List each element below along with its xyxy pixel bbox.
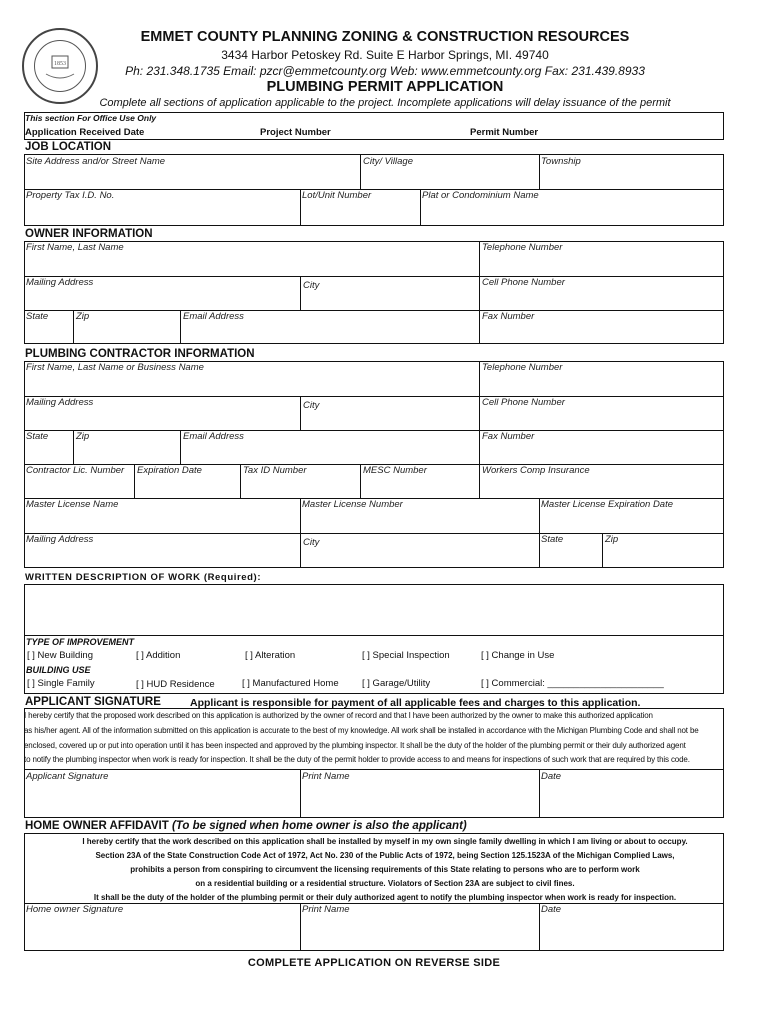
owner-info-box xyxy=(24,241,724,344)
contractor-phone-field[interactable]: Telephone Number xyxy=(482,362,563,373)
type-of-improvement-title: TYPE OF IMPROVEMENT xyxy=(26,637,135,647)
contractor-zip-field[interactable]: Zip xyxy=(76,431,90,442)
owner-mailing-field[interactable]: Mailing Address xyxy=(26,277,94,288)
divider xyxy=(539,498,540,568)
building-use-title: BUILDING USE xyxy=(26,665,91,675)
workers-comp-field[interactable]: Workers Comp Insurance xyxy=(482,465,590,476)
divider xyxy=(479,241,480,344)
svg-text:1853: 1853 xyxy=(54,61,66,67)
divider xyxy=(73,430,74,464)
contractor-state-field[interactable]: State xyxy=(26,431,49,442)
divider xyxy=(24,635,724,636)
property-tax-id-field[interactable]: Property Tax I.D. No. xyxy=(26,190,115,201)
contractor-lic-field[interactable]: Contractor Lic. Number xyxy=(26,465,125,476)
plat-name-field[interactable]: Plat or Condominium Name xyxy=(422,190,539,201)
applicant-print-name-field[interactable]: Print Name xyxy=(302,771,350,782)
cert-line: to notify the plumbing inspector when work is ready for inspection. It shall be the duty of the permit holder to provide access to and means for inspections of such work that are required by this code. xyxy=(24,755,690,764)
site-address-field[interactable]: Site Address and/or Street Name xyxy=(26,156,166,167)
divider xyxy=(539,769,540,818)
addition-checkbox[interactable]: [ ] Addition xyxy=(136,650,181,661)
applicant-signature-field[interactable]: Applicant Signature xyxy=(26,771,109,782)
owner-state-field[interactable]: State xyxy=(26,311,49,322)
affidavit-line: Section 23A of the State Construction Code Act of 1972, Act No. 230 of the Public Acts of 1972, being Section 125.1523A of the Michigan Complied Laws, xyxy=(95,851,675,860)
city-village-field[interactable]: City/ Village xyxy=(363,156,413,167)
home-owner-signature-field[interactable]: Home owner Signature xyxy=(26,904,124,915)
work-description-input[interactable] xyxy=(25,585,723,635)
garage-utility-checkbox[interactable]: [ ] Garage/Utility xyxy=(362,678,431,689)
special-inspection-checkbox[interactable]: [ ] Special Inspection xyxy=(362,650,450,661)
affidavit-title: HOME OWNER AFFIDAVIT xyxy=(25,820,169,832)
contractor-name-field[interactable]: First Name, Last Name or Business Name xyxy=(26,362,204,373)
home-owner-affidavit-header xyxy=(25,820,467,832)
master-license-name-field[interactable]: Master License Name xyxy=(26,499,119,510)
home-owner-date-field[interactable]: Date xyxy=(541,904,562,915)
owner-name-field[interactable]: First Name, Last Name xyxy=(26,242,124,253)
footer-note: COMPLETE APPLICATION ON REVERSE SIDE xyxy=(247,957,501,969)
divider xyxy=(300,498,301,568)
commercial-checkbox[interactable]: [ ] Commercial: ______________________ xyxy=(481,678,664,689)
hud-residence-checkbox[interactable]: [ ] HUD Residence xyxy=(136,679,215,690)
manufactured-home-checkbox[interactable]: [ ] Manufactured Home xyxy=(242,678,339,689)
owner-city-field[interactable]: City xyxy=(303,280,320,291)
applicant-signature-title: APPLICANT SIGNATURE xyxy=(25,696,161,708)
lot-unit-field[interactable]: Lot/Unit Number xyxy=(302,190,372,201)
contractor-city-field[interactable]: City xyxy=(303,400,320,411)
divider xyxy=(420,189,421,226)
application-received-label: Application Received Date xyxy=(25,127,145,138)
contractor-zip2-field[interactable]: Zip xyxy=(605,534,619,545)
divider xyxy=(300,276,301,310)
master-license-exp-field[interactable]: Master License Expiration Date xyxy=(541,499,674,510)
divider xyxy=(300,769,301,818)
affidavit-subtitle: (To be signed when home owner is also the applicant) xyxy=(171,820,467,832)
township-field[interactable]: Township xyxy=(541,156,581,167)
divider xyxy=(300,396,301,430)
office-use-note: This section For Office Use Only xyxy=(25,113,157,123)
contractor-cell-field[interactable]: Cell Phone Number xyxy=(482,397,565,408)
permit-number-label: Permit Number xyxy=(470,127,539,138)
contractor-mailing2-field[interactable]: Mailing Address xyxy=(26,534,94,545)
form-instructions: Complete all sections of application applicable to the project. Incomplete applications will delay issuance of the permit xyxy=(99,97,671,109)
owner-phone-field[interactable]: Telephone Number xyxy=(482,242,563,253)
divider xyxy=(180,310,181,344)
home-owner-print-name-field[interactable]: Print Name xyxy=(302,904,350,915)
new-building-checkbox[interactable]: [ ] New Building xyxy=(27,650,94,661)
divider xyxy=(24,189,724,190)
cert-line: enclosed, covered up or put into operation until it has been inspected and approved by the plumbing inspector. It shall be the duty of the holder of the plumbing permit or their duly authorized agent xyxy=(24,741,686,750)
mesc-number-field[interactable]: MESC Number xyxy=(363,465,427,476)
divider xyxy=(360,154,361,189)
fees-note: Applicant is responsible for payment of all applicable fees and charges to this application. xyxy=(190,697,641,709)
work-description-title: WRITTEN DESCRIPTION OF WORK (Required): xyxy=(25,572,262,583)
tax-id-field[interactable]: Tax ID Number xyxy=(243,465,307,476)
org-name: EMMET COUNTY PLANNING ZONING & CONSTRUCTION RESOURCES xyxy=(140,29,630,45)
applicant-date-field[interactable]: Date xyxy=(541,771,562,782)
contractor-state2-field[interactable]: State xyxy=(541,534,564,545)
affidavit-line: prohibits a person from conspiring to circumvent the licensing requirements of this State relating to persons who are to perform work xyxy=(130,865,640,874)
divider xyxy=(602,533,603,568)
divider xyxy=(24,533,724,534)
owner-email-field[interactable]: Email Address xyxy=(183,311,244,322)
divider xyxy=(24,769,724,770)
divider xyxy=(24,396,724,397)
owner-fax-field[interactable]: Fax Number xyxy=(482,311,535,322)
project-number-label: Project Number xyxy=(260,127,331,138)
divider xyxy=(24,903,724,904)
divider xyxy=(24,310,724,311)
expiration-date-field[interactable]: Expiration Date xyxy=(137,465,202,476)
affidavit-line: It shall be the duty of the holder of the plumbing permit or their duly authorized agent to notify the plumbing inspector when work is ready for inspection. xyxy=(93,893,677,902)
contractor-email-field[interactable]: Email Address xyxy=(183,431,244,442)
divider xyxy=(24,276,724,277)
owner-cell-field[interactable]: Cell Phone Number xyxy=(482,277,565,288)
divider xyxy=(360,464,361,498)
contractor-info-title: PLUMBING CONTRACTOR INFORMATION xyxy=(25,348,255,360)
affidavit-line: on a residential building or a residential structure. Violators of Section 23A are subject to civil fines. xyxy=(195,879,575,888)
divider xyxy=(539,903,540,951)
divider xyxy=(300,903,301,951)
contractor-mailing-field[interactable]: Mailing Address xyxy=(26,397,94,408)
divider xyxy=(479,361,480,498)
cert-line: I hereby certify that the proposed work described on this application is authorized by the owner of record and that I have been authorized by the owner to make this authorized application xyxy=(24,711,653,720)
cert-line: as his/her agent. All of the information submitted on this application is accurate to the best of my knowledge. All work shall be installed in accordance with the Michigan Plumbing Code and shall not be xyxy=(24,726,699,735)
contractor-city2-field[interactable]: City xyxy=(303,537,320,548)
owner-zip-field[interactable]: Zip xyxy=(76,311,90,322)
form-title: PLUMBING PERMIT APPLICATION xyxy=(266,79,504,95)
org-contact: Ph: 231.348.1735 Email: pzcr@emmetcounty.org Web: www.emmetcounty.org Fax: 231.439.8933 xyxy=(125,64,645,78)
affidavit-line: I hereby certify that the work described on this application shall be installed by myself in my own single family dwelling in which I am living or about to occupy. xyxy=(82,837,688,846)
contractor-fax-field[interactable]: Fax Number xyxy=(482,431,535,442)
job-location-title: JOB LOCATION xyxy=(25,141,112,153)
divider xyxy=(539,154,540,189)
alteration-checkbox[interactable]: [ ] Alteration xyxy=(245,650,296,661)
divider xyxy=(300,189,301,226)
owner-info-title: OWNER INFORMATION xyxy=(25,228,153,240)
single-family-checkbox[interactable]: [ ] Single Family xyxy=(27,678,95,689)
divider xyxy=(73,310,74,344)
divider xyxy=(240,464,241,498)
divider xyxy=(180,430,181,464)
divider xyxy=(134,464,135,498)
org-address: 3434 Harbor Petoskey Rd. Suite E Harbor Springs, MI. 49740 xyxy=(221,48,549,62)
master-license-number-field[interactable]: Master License Number xyxy=(302,499,403,510)
divider xyxy=(24,430,724,431)
change-in-use-checkbox[interactable]: [ ] Change in Use xyxy=(481,650,555,661)
